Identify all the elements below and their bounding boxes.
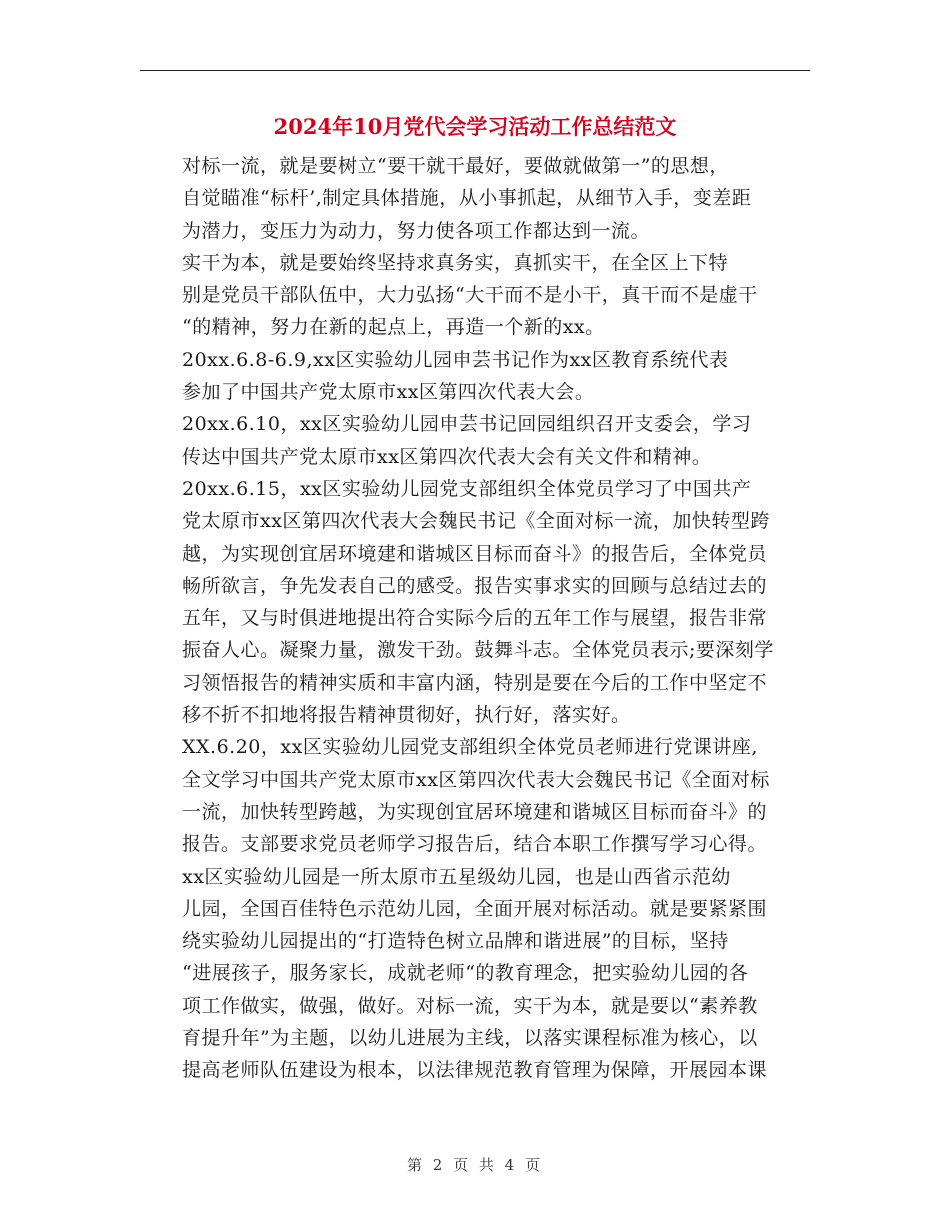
paragraph-line: “的精神，努力在新的起点上，再造一个新的xx。 — [182, 316, 605, 339]
paragraph — [140, 408, 810, 473]
paragraph-line: 20xx.6.15，xx区实验幼儿园党支部组织全体党员学习了中国共产 — [182, 477, 752, 500]
paragraph-line: 自觉瞄准“标杆’,制定具体措施，从小事抓起，从细节入手，变差距 — [182, 187, 752, 210]
paragraph-line: 育提升年”为主题，以幼儿进展为主线，以落实课程标准为核心，以 — [182, 1027, 758, 1050]
paragraph-line: 对标一流，就是要树立“要干就干最好，要做就做第一”的思想， — [182, 155, 729, 177]
paragraph-line: 为潜力，变压力为动力，努力使各项工作都达到一流。 — [182, 219, 651, 242]
paragraph-line: 振奋人心。凝聚力量，激发干劲。鼓舞斗志。全体党员表示;要深刻学 — [182, 639, 774, 662]
paragraph-line: XX.6.20，xx区实验幼儿园党支部组织全体党员老师进行党课讲座, — [182, 736, 758, 759]
paragraph-line: 报告。支部要求党员老师学习报告后，结合本职工作撰写学习心得。 — [182, 833, 768, 856]
paragraph-line: 20xx.6.8-6.9,xx区实验幼儿园申芸书记作为xx区教育系统代表 — [182, 348, 729, 371]
paragraph-line: 绕实验幼儿园提出的“打造特色树立品牌和谐进展”的目标，坚持 — [182, 930, 729, 953]
paragraph — [140, 731, 810, 860]
paragraph-line: 20xx.6.10，xx区实验幼儿园申芸书记回园组织召开支委会，学习 — [182, 413, 752, 436]
paragraph-line: 传达中国共产党太原市xx区第四次代表大会有关文件和精神。 — [182, 445, 712, 468]
paragraph-line: 参加了中国共产党太原市xx区第四次代表大会。 — [182, 381, 595, 404]
paragraph-line: 别是党员干部队伍中，大力弘扬“大干而不是小干，真干而不是虚干 — [182, 284, 758, 307]
document-body — [140, 150, 810, 1087]
paragraph-line: xx区实验幼儿园是一所太原市五星级幼儿园，也是山西省示范幼 — [182, 865, 731, 888]
paragraph — [140, 861, 810, 1087]
paragraph-line: 五年，又与时俱进地提出符合实际今后的五年工作与展望，报告非常 — [182, 607, 768, 630]
paragraph — [140, 247, 810, 344]
paragraph-line: 儿园，全国百佳特色示范幼儿园，全面开展对标活动。就是要紧紧围 — [182, 897, 768, 920]
paragraph-line: 习领悟报告的精神实质和丰富内涵，特别是要在今后的工作中坚定不 — [182, 671, 768, 694]
paragraph-line: “进展孩子，服务家长，成就老师“的教育理念，把实验幼儿园的各 — [182, 962, 749, 985]
paragraph-line: 全文学习中国共产党太原市xx区第四次代表大会魏民书记《全面对标 — [182, 768, 770, 791]
paragraph-line: 提高老师队伍建设为根本，以法律规范教育管理为保障，开展园本课 — [182, 1059, 768, 1082]
paragraph-line: 移不折不扣地将报告精神贯彻好，执行好，落实好。 — [182, 704, 631, 727]
paragraph — [140, 150, 810, 247]
paragraph — [140, 473, 810, 731]
header-rule — [140, 70, 810, 71]
paragraph-line: 越，为实现创宜居环境建和谐城区目标而奋斗》的报告后，全体党员 — [182, 542, 768, 565]
paragraph-line: 畅所欲言，争先发表自己的感受。报告实事求实的回顾与总结过去的 — [182, 574, 768, 597]
paragraph-line: 项工作做实，做强，做好。对标一流，实干为本，就是要以“素养教 — [182, 994, 758, 1017]
paragraph-line: 一流，加快转型跨越，为实现创宜居环境建和谐城区目标而奋斗》的 — [182, 800, 768, 823]
paragraph — [140, 344, 810, 409]
paragraph-line: 党太原市xx区第四次代表大会魏民书记《全面对标一流，加快转型跨 — [182, 510, 770, 533]
page-number: 第 2 页 共 4 页 — [407, 1156, 543, 1174]
paragraph-line: 实干为本，就是要始终坚持求真务实，真抓实干，在全区上下特 — [182, 251, 729, 274]
document-title: 2024年10月党代会学习活动工作总结范文 — [273, 114, 677, 139]
